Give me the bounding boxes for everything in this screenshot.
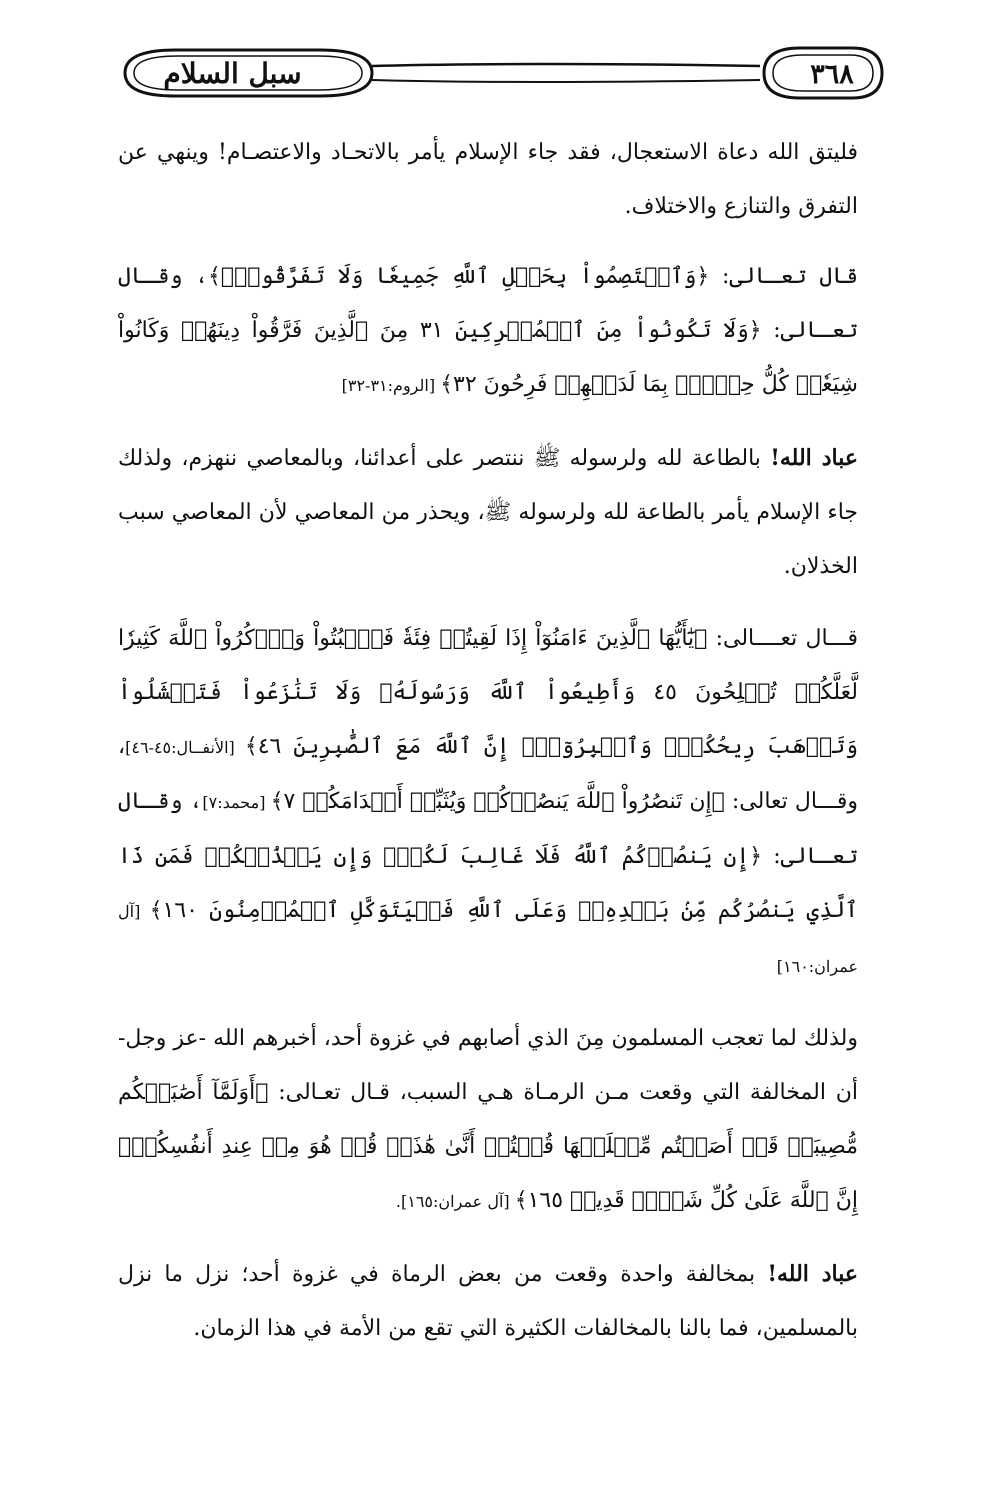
- paragraph-text: بالطاعة لله ولرسوله ﷺ ننتصر على أعدائنا، وبالمعاصي ننهزم، ولذلك جاء الإسلام يأمر بالطاعة لله ولرسوله ﷺ، ويحذر من المعاصي لأن المعاصي سبب الخذلان.: [118, 446, 858, 579]
- quran-verse: ﴿أَوَلَمَّآ أَصَٰبَتۡكُم مُّصِيبَةٞ قَدۡ أَصَبۡتُم مِّثۡلَيۡهَا قُلۡتُمۡ أَنَّىٰ هَٰذَاۖ قُلۡ هُوَ مِنۡ عِندِ أَنفُسِكُمۡۗ إِنَّ ٱللَّهَ عَلَىٰ كُلِّ شَيۡءٖ قَدِيرٞ ١٦٥﴾: [118, 1080, 858, 1213]
- verse-reference: [الأنفــال:٤٥-٤٦]: [125, 738, 245, 757]
- verse-intro: ، وقـال تعـالى:: [118, 789, 858, 869]
- page-header: [0, 0, 984, 120]
- book-title: سبل السلام: [163, 56, 302, 90]
- lead-phrase: عباد الله!: [767, 1261, 859, 1287]
- quran-verse: ﴿يَٰٓأَيُّهَا ٱلَّذِينَ ءَامَنُوٓاْ إِذَا لَقِيتُمۡ فِئَةٗ فَٱثۡبُتُواْ وَٱذۡكُرُواْ ٱللَّهَ كَثِيرٗا لَّعَلَّكُمۡ تُفۡلِحُونَ ٤٥ وَأَطِيعُواْ ٱللَّهَ وَرَسُولَهُۥ وَلَا تَنَٰزَعُواْ فَتَفۡشَلُواْ وَتَذۡهَبَ رِيحُكُمۡۖ وَٱصۡبِرُوٓاْۚ إِنَّ ٱللَّهَ مَعَ ٱلصَّٰبِرِينَ ٤٦﴾: [118, 626, 858, 759]
- paragraph-text: ولذلك لما تعجب المسلمون مِنَ الذي أصابهم في غزوة أحد، أخبرهم الله -عز وجل- أن المخالفة التي وقعت مـن الرمـاة هـي السبب، قـال تعـالى:: [118, 1026, 858, 1105]
- verse-reference: [الروم:٣١-٣٢]: [341, 376, 441, 395]
- lead-phrase: عباد الله!: [770, 445, 858, 471]
- quran-verse: ﴿إِن يَنصُرۡكُمُ ٱللَّهُ فَلَا غَالِبَ لَكُمۡۖ وَإِن يَخۡذُلۡكُمۡ فَمَن ذَا ٱلَّذِي يَنصُرُكُم مِّنۢ بَعۡدِهِۦۗ وَعَلَى ٱللَّهِ فَلۡيَتَوَكَّلِ ٱلۡمُؤۡمِنُونَ ١٦٠﴾: [118, 844, 858, 923]
- quran-verse: ﴿وَٱعۡتَصِمُواْ بِحَبۡلِ ٱللَّهِ جَمِيعٗا وَلَا تَفَرَّقُواْۚ﴾: [207, 264, 710, 289]
- page-number: ٣٦٨: [810, 58, 854, 90]
- paragraph-text: فليتق الله دعاة الاستعجال، فقد جاء الإسلام يأمر بالاتحـاد والاعتصـام! وينهي عن التفرق والتنازع والاختلاف.: [118, 140, 858, 219]
- paragraph-5: [118, 1012, 858, 1229]
- quran-verse: ﴿إِن تَنصُرُواْ ٱللَّهَ يَنصُرۡكُمۡ وَيُثَبِّتۡ أَقۡدَامَكُمۡ ٧﴾: [270, 789, 725, 814]
- quran-verse: ﴿وَلَا تَكُونُواْ مِنَ ٱلۡمُشۡرِكِينَ ٣١ مِنَ ٱلَّذِينَ فَرَّقُواْ دِينَهُمۡ وَكَانُواْ شِيَعٗاۖ كُلُّ حِزۡبِۭ بِمَا لَدَيۡهِمۡ فَرِحُونَ ٣٢﴾: [118, 318, 858, 397]
- verse-intro: قـــال تعــــالى:: [707, 626, 858, 651]
- page-body: [118, 126, 858, 1372]
- verse-reference: [آل عمران:١٦٠]: [118, 902, 858, 976]
- paragraph-6: [118, 1247, 858, 1356]
- paragraph-3: [118, 431, 858, 594]
- paragraph-4: [118, 612, 858, 994]
- paragraph-1: [118, 126, 858, 234]
- verse-intro: قال تعـالى:: [709, 264, 858, 289]
- paragraph-2: [118, 250, 858, 413]
- verse-reference: [آل عمران:١٦٥].: [395, 1192, 515, 1211]
- verse-reference: [محمد:٧]: [202, 793, 271, 812]
- verse-intro: ، وقـــال تعالى:: [118, 734, 859, 814]
- paragraph-text: بمخالفة واحدة وقعت من بعض الرماة في غزوة أحد؛ نزل ما نزل بالمسلمين، فما بالنا بالمخالفات الكثيرة التي تقع من الأمة في هذا الزمان.: [118, 1262, 858, 1341]
- verse-intro: ، وقـال تعـالى:: [118, 264, 858, 343]
